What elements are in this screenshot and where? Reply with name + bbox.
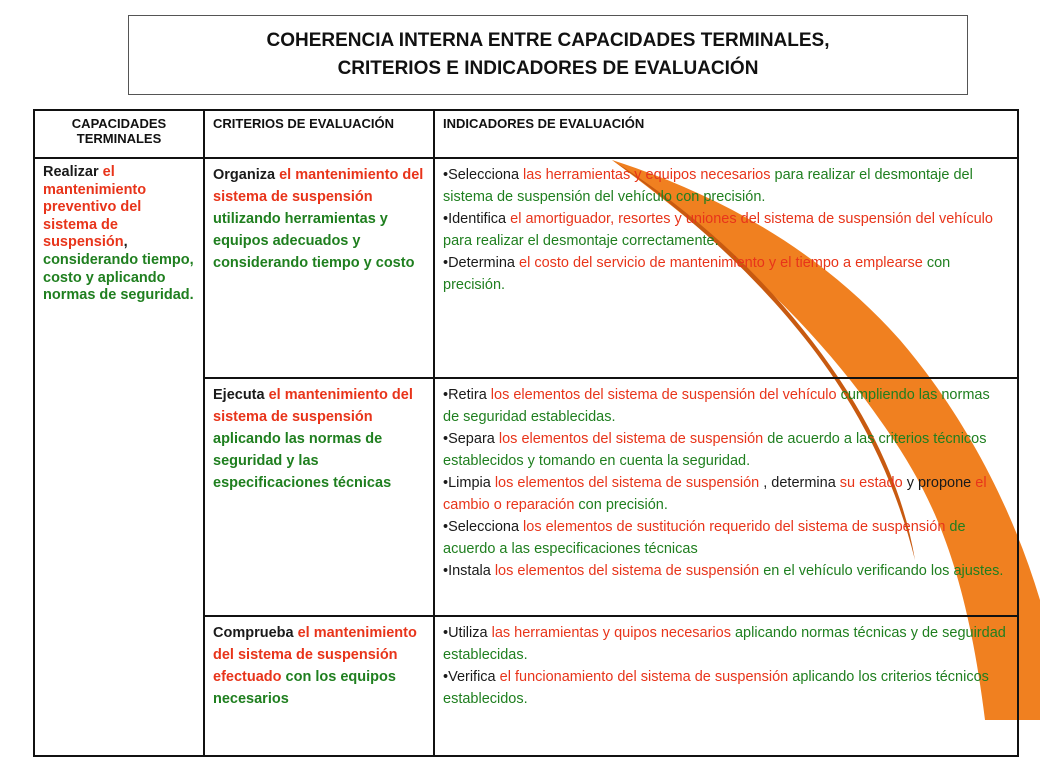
text-run: aplicando las normas de seguridad y las especificaciones técnicas (213, 431, 392, 491)
text-run: el mantenimiento del sistema de suspensión (213, 387, 413, 425)
text-run: Realizar (43, 164, 99, 180)
text-run: •Instala (443, 563, 495, 579)
text-run: los elementos del sistema de suspensión (498, 431, 764, 447)
table-row (34, 158, 1018, 378)
table-header-row (34, 110, 1018, 158)
text-run: los elementos de sustitución requerido del sistema de suspensión (523, 519, 946, 535)
text-run: cumpliendo las normas de seguridad establecidas. (443, 387, 990, 425)
text-run: las herramientas y quipos necesarios (491, 625, 731, 641)
text-run: •Retira (443, 387, 491, 403)
text-run: de acuerdo a las especificaciones técnicas (443, 519, 966, 557)
text-run: el funcionamiento del sistema de suspensión (499, 669, 789, 685)
text-run: el mantenimiento preventivo del sistema de suspensión (43, 164, 147, 251)
text-run: el mantenimiento del sistema de suspensión (213, 167, 424, 205)
criterio-cell-1 (204, 158, 434, 378)
text-run: el mantenimiento del sistema de suspensión efectuado (213, 625, 417, 685)
indicadores-cell-3 (434, 616, 1018, 756)
indicadores-cell-2 (434, 378, 1018, 616)
text-run: para realizar el desmontaje del sistema de suspensión del vehículo con precisión. (443, 167, 973, 205)
capacidad-cell (34, 158, 204, 756)
text-run: utilizando herramientas y equipos adecuados y considerando tiempo y costo (213, 211, 415, 271)
indicator-item (443, 666, 1009, 710)
text-run: los elementos del sistema de suspensión (494, 563, 760, 579)
text-run: con precisión. (443, 255, 951, 293)
text-run: aplicando los criterios técnicos establecidos. (443, 669, 989, 707)
text-run: el amortiguador, resortes y uniones del sistema de suspensión del vehículo (510, 211, 993, 227)
header-criterios: CRITERIOS DE EVALUACIÓN (204, 110, 434, 158)
evaluation-table (33, 109, 1019, 757)
indicadores-cell-1 (434, 158, 1018, 378)
text-run: Comprueba (213, 625, 294, 641)
indicator-item (443, 384, 1009, 428)
text-run: su estado (839, 475, 903, 491)
text-run: los elementos del sistema de suspensión del vehículo (490, 387, 837, 403)
indicator-item (443, 252, 1009, 296)
text-run: Ejecuta (213, 387, 265, 403)
title-line-1: COHERENCIA INTERNA ENTRE CAPACIDADES TERMINALES, (266, 30, 830, 51)
text-run: el cambio o reparación (443, 475, 987, 513)
text-run: con precisión. (574, 497, 668, 513)
text-run: los elementos del sistema de suspensión (494, 475, 760, 491)
text-run: , determina (759, 475, 840, 491)
indicator-item (443, 560, 1009, 582)
indicator-item (443, 428, 1009, 472)
text-run: el costo del servicio de mantenimiento y el tiempo a emplearse (519, 255, 923, 271)
text-run: •Separa (443, 431, 499, 447)
header-capacidades: CAPACIDADES TERMINALES (34, 110, 204, 158)
text-run: y propone (902, 475, 976, 491)
text-run: para realizar el desmontaje correctamente. (443, 233, 719, 249)
title-box (128, 15, 968, 95)
indicator-item (443, 472, 1009, 516)
text-run: con los equipos necesarios (213, 669, 396, 707)
text-run: •Limpia (443, 475, 495, 491)
indicator-item (443, 516, 1009, 560)
indicator-item (443, 208, 1009, 252)
text-run: •Determina (443, 255, 519, 271)
header-indicadores: INDICADORES DE EVALUACIÓN (434, 110, 1018, 158)
text-run: , (123, 234, 128, 251)
text-run: de acuerdo a las criterios técnicos establecidos y tomando en cuenta la seguridad. (443, 431, 987, 469)
text-run: en el vehículo verificando los ajustes. (759, 563, 1004, 579)
text-run: considerando tiempo, costo y aplicando normas de seguridad. (43, 251, 194, 304)
text-run: •Selecciona (443, 167, 524, 183)
text-run: •Utiliza (443, 625, 492, 641)
text-run: •Identifica (443, 211, 511, 227)
text-run: las herramientas y equipos necesarios (523, 167, 771, 183)
indicator-item (443, 622, 1009, 666)
text-run: aplicando normas técnicas y de seguirdad establecidas. (443, 625, 1006, 663)
text-run: •Verifica (443, 669, 500, 685)
title-line-2: CRITERIOS E INDICADORES DE EVALUACIÓN (337, 58, 759, 79)
criterio-cell-2 (204, 378, 434, 616)
text-run: •Selecciona (443, 519, 524, 535)
text-run: Organiza (213, 167, 276, 183)
indicator-item (443, 164, 1009, 208)
criterio-cell-3 (204, 616, 434, 756)
